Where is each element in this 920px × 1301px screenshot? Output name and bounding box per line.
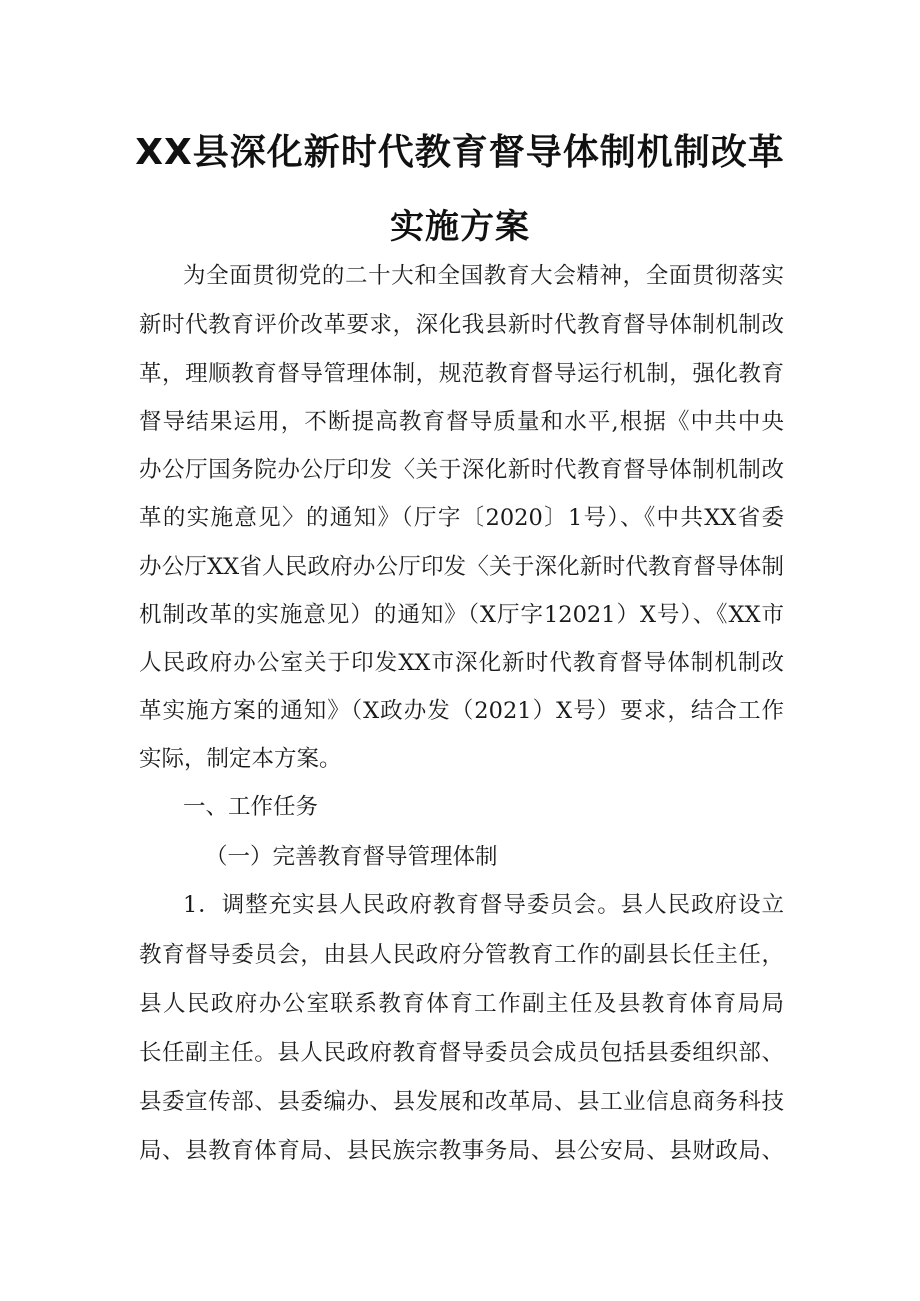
- document-title-line-1: XX县深化新时代教育督导体制机制改革: [135, 132, 785, 173]
- document-title-line-2: 实施方案: [390, 207, 530, 247]
- item-line-5: 县委宣传部、县委编办、县发展和改革局、县工业信息商务科技: [139, 1089, 784, 1115]
- intro-line-2: 新时代教育评价改革要求，深化我县新时代教育督导体制机制改: [139, 312, 784, 338]
- intro-line-11: 实际，制定本方案。: [139, 746, 342, 772]
- intro-line-7: 办公厅XX省人民政府办公厅印发〈关于深化新时代教育督导体制: [139, 554, 784, 580]
- intro-line-1: 为全面贯彻党的二十大和全国教育大会精神，全面贯彻落实: [183, 263, 784, 289]
- section-heading-work-tasks: 一、工作任务: [183, 794, 319, 820]
- intro-line-10: 革实施方案的通知》（X政办发（2021）X号）要求，结合工作: [139, 698, 784, 724]
- intro-line-9: 人民政府办公室关于印发XX市深化新时代教育督导体制机制改: [139, 650, 784, 676]
- item-line-4: 长任副主任。县人民政府教育督导委员会成员包括县委组织部、: [139, 1040, 784, 1066]
- item-line-3: 县人民政府办公室联系教育体育工作副主任及县教育体育局局: [139, 991, 784, 1017]
- item-line-2: 教育督导委员会，由县人民政府分管教育工作的副县长任主任，: [139, 942, 784, 968]
- intro-line-5: 办公厅国务院办公厅印发〈关于深化新时代教育督导体制机制改: [139, 457, 784, 483]
- item-line-1: 1．调整充实县人民政府教育督导委员会。县人民政府设立: [183, 892, 784, 918]
- subsection-heading-management-system: （一）完善教育督导管理体制: [205, 844, 498, 870]
- intro-line-6: 革的实施意见〉的通知》（厅字〔2020〕1号）、《中共XX省委: [139, 505, 784, 531]
- intro-line-3: 革，理顺教育督导管理体制，规范教育督导运行机制，强化教育: [139, 361, 784, 387]
- intro-line-8: 机制改革的实施意见）的通知》（X厅字12021）X号）、《XX市: [139, 602, 784, 628]
- intro-line-4: 督导结果运用，不断提高教育督导质量和水平,根据《中共中央: [139, 409, 784, 435]
- item-line-6: 局、县教育体育局、县民族宗教事务局、县公安局、县财政局、: [139, 1138, 784, 1164]
